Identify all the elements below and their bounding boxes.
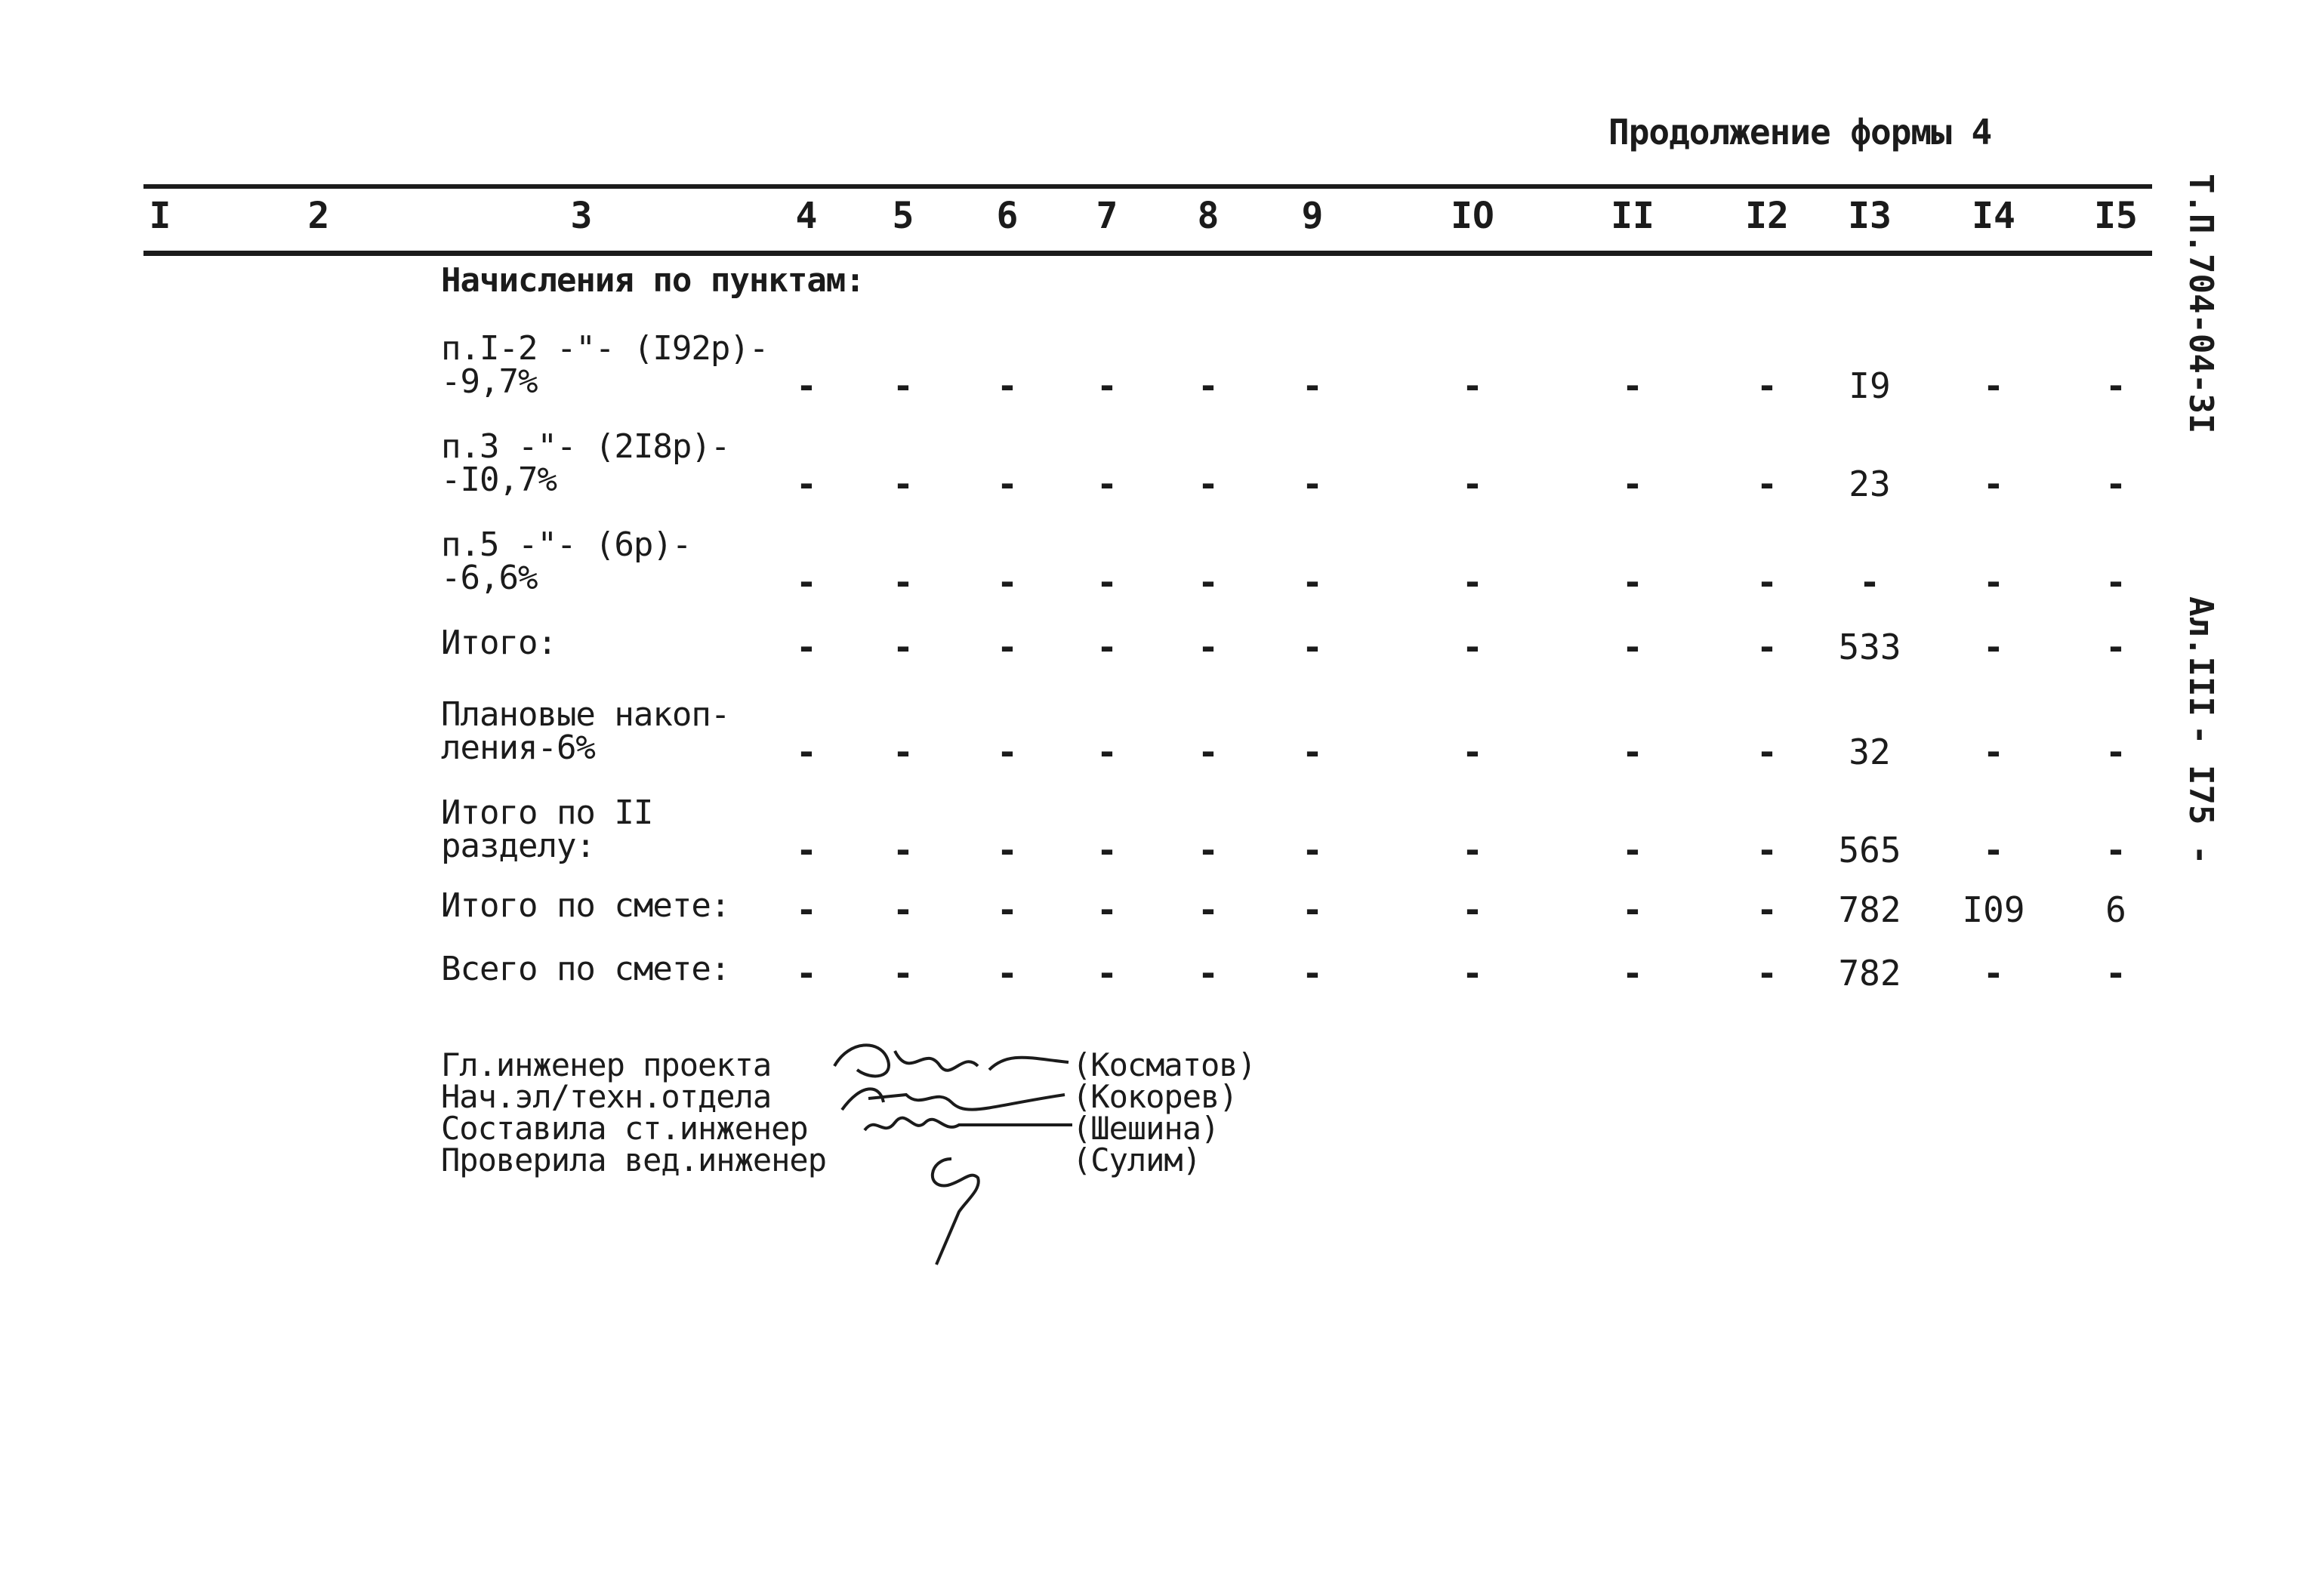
table-cell: - (1096, 732, 1118, 772)
table-cell: - (1983, 464, 2004, 504)
side-album: Ал.III (2182, 596, 2220, 716)
table-cell: - (1983, 627, 2004, 667)
table-cell: - (2105, 627, 2126, 667)
table-cell: - (893, 562, 914, 602)
table-cell: - (1756, 627, 1778, 667)
signature-role: Нач.эл/техн.отдела (441, 1078, 772, 1115)
row-label (441, 525, 692, 597)
table-cell: - (1096, 562, 1118, 602)
table-cell: - (1622, 830, 1643, 870)
table-top-rule (143, 184, 2152, 189)
table-header-rule (143, 251, 2152, 256)
table-cell: - (1462, 732, 1483, 772)
table-cell: - (1198, 889, 1219, 930)
table-cell: - (796, 732, 817, 772)
signature-role: Составила ст.инженер (441, 1110, 808, 1147)
table-cell: - (1462, 365, 1483, 406)
table-cell: 23 (1849, 464, 1891, 504)
table-cell: - (997, 562, 1018, 602)
table-cell: - (1462, 627, 1483, 667)
table-cell: - (1756, 732, 1778, 772)
signature-scribble-4 (906, 1148, 1004, 1268)
table-cell: - (1983, 732, 2004, 772)
continuation-title: Продолжение формы 4 (1608, 112, 1992, 153)
table-cell: 533 (1838, 627, 1901, 667)
table-cell: - (893, 365, 914, 406)
row-label (441, 793, 653, 865)
table-cell: - (1983, 562, 2004, 602)
row-label (441, 950, 730, 988)
column-number: 8 (1197, 195, 1220, 237)
table-cell: - (1302, 732, 1323, 772)
table-cell: - (1983, 830, 2004, 870)
table-cell: - (2105, 365, 2126, 406)
row-label-line2: -I0,7% (441, 461, 557, 499)
row-label-line2: ления-6% (441, 729, 595, 767)
table-cell: - (1302, 562, 1323, 602)
column-number: 9 (1301, 195, 1324, 237)
side-page: - I75 - (2182, 725, 2220, 865)
row-label-line1: п.3 -"- (2I8р)- (441, 427, 730, 466)
table-cell: - (1622, 889, 1643, 930)
table-cell: - (1983, 953, 2004, 994)
table-cell: - (1859, 562, 1880, 602)
table-cell: 782 (1838, 953, 1901, 994)
table-cell: - (1462, 464, 1483, 504)
table-cell: - (1302, 627, 1323, 667)
column-number: 3 (570, 195, 593, 237)
table-cell: - (1096, 889, 1118, 930)
column-number: I (149, 195, 171, 237)
table-cell: 565 (1838, 830, 1901, 870)
table-cell: - (1198, 464, 1219, 504)
signature-name: (Косматов) (1072, 1046, 1256, 1083)
table-cell: - (997, 953, 1018, 994)
table-cell: - (997, 889, 1018, 930)
table-cell: 6 (2105, 889, 2126, 930)
table-cell: - (893, 830, 914, 870)
row-label (441, 427, 730, 499)
table-cell: - (1198, 953, 1219, 994)
row-label-line2: -6,6% (441, 559, 538, 597)
table-cell: - (1756, 464, 1778, 504)
signature-name: (Кокорев) (1072, 1078, 1238, 1115)
table-cell: - (1756, 365, 1778, 406)
column-number: IO (1451, 195, 1494, 237)
table-cell: - (1622, 562, 1643, 602)
table-cell: - (893, 953, 914, 994)
row-label-line1: Итого по смете: (441, 886, 730, 925)
table-cell: - (997, 732, 1018, 772)
table-cell: - (1302, 953, 1323, 994)
section-title: Начисления по пунктам: (441, 261, 865, 300)
signature-role: Проверила вед.инженер (441, 1142, 827, 1179)
table-cell: - (1096, 627, 1118, 667)
table-cell: - (997, 830, 1018, 870)
table-cell: - (1096, 953, 1118, 994)
table-cell: - (2105, 830, 2126, 870)
table-cell: - (1622, 365, 1643, 406)
row-label-line1: Итого: (441, 624, 557, 662)
table-cell: - (796, 365, 817, 406)
table-cell: - (1198, 830, 1219, 870)
table-cell: - (1462, 562, 1483, 602)
signature-role: Гл.инженер проекта (441, 1046, 772, 1083)
table-cell: - (796, 562, 817, 602)
table-cell: - (1622, 953, 1643, 994)
table-cell: - (893, 627, 914, 667)
column-number: I4 (1972, 195, 2015, 237)
row-label (441, 886, 730, 925)
table-cell: I09 (1962, 889, 2025, 930)
row-label-line1: Плановые накоп- (441, 695, 730, 734)
column-number: 4 (795, 195, 818, 237)
table-cell: - (1622, 464, 1643, 504)
table-cell: - (1096, 464, 1118, 504)
row-label (441, 695, 730, 767)
table-cell: - (893, 732, 914, 772)
column-number: I2 (1745, 195, 1789, 237)
column-number: I5 (2094, 195, 2138, 237)
table-cell: - (2105, 953, 2126, 994)
table-cell: - (1198, 562, 1219, 602)
row-label-line1: п.I-2 -"- (I92р)- (441, 329, 769, 368)
column-number: I3 (1848, 195, 1892, 237)
table-cell: - (796, 627, 817, 667)
signature-scribble-3 (861, 1111, 1080, 1142)
table-cell: - (1756, 953, 1778, 994)
table-cell: - (1756, 889, 1778, 930)
table-cell: 782 (1838, 889, 1901, 930)
row-label-line1: п.5 -"- (6р)- (441, 525, 692, 564)
table-cell: I9 (1849, 365, 1891, 406)
table-cell: - (1096, 365, 1118, 406)
table-cell: - (1096, 830, 1118, 870)
table-cell: - (893, 889, 914, 930)
row-label-line1: Всего по смете: (441, 950, 730, 988)
table-cell: - (997, 365, 1018, 406)
row-label (441, 624, 557, 662)
table-cell: - (796, 889, 817, 930)
column-number: 5 (892, 195, 914, 237)
table-cell: - (2105, 732, 2126, 772)
table-cell: - (1756, 562, 1778, 602)
table-cell: - (1302, 464, 1323, 504)
table-cell: - (1622, 627, 1643, 667)
table-cell: - (1302, 830, 1323, 870)
table-cell: - (1462, 953, 1483, 994)
table-cell: 32 (1849, 732, 1891, 772)
table-cell: - (1462, 889, 1483, 930)
table-cell: - (1198, 627, 1219, 667)
table-cell: - (1462, 830, 1483, 870)
table-cell: - (997, 464, 1018, 504)
signature-name: (Сулим) (1072, 1142, 1201, 1179)
table-cell: - (2105, 464, 2126, 504)
table-cell: - (1198, 365, 1219, 406)
side-code: Т.П.704-04-3I (2182, 174, 2220, 434)
table-cell: - (796, 953, 817, 994)
signature-roles (441, 1046, 827, 1179)
column-number: 2 (307, 195, 330, 237)
table-cell: - (1756, 830, 1778, 870)
column-number: 7 (1096, 195, 1118, 237)
row-label-line2: разделу: (441, 827, 595, 865)
signature-names (1072, 1046, 1256, 1179)
row-label-line2: -9,7% (441, 362, 538, 401)
row-label-line1: Итого по II (441, 793, 653, 832)
table-cell: - (1622, 732, 1643, 772)
table-cell: - (2105, 562, 2126, 602)
row-label (441, 329, 769, 401)
table-cell: - (1302, 365, 1323, 406)
table-cell: - (796, 464, 817, 504)
column-number: II (1611, 195, 1654, 237)
table-cell: - (796, 830, 817, 870)
table-cell: - (1302, 889, 1323, 930)
table-cell: - (1198, 732, 1219, 772)
table-cell: - (997, 627, 1018, 667)
table-cell: - (1983, 365, 2004, 406)
column-number: 6 (996, 195, 1019, 237)
signature-name: (Шешина) (1072, 1110, 1220, 1147)
table-cell: - (893, 464, 914, 504)
